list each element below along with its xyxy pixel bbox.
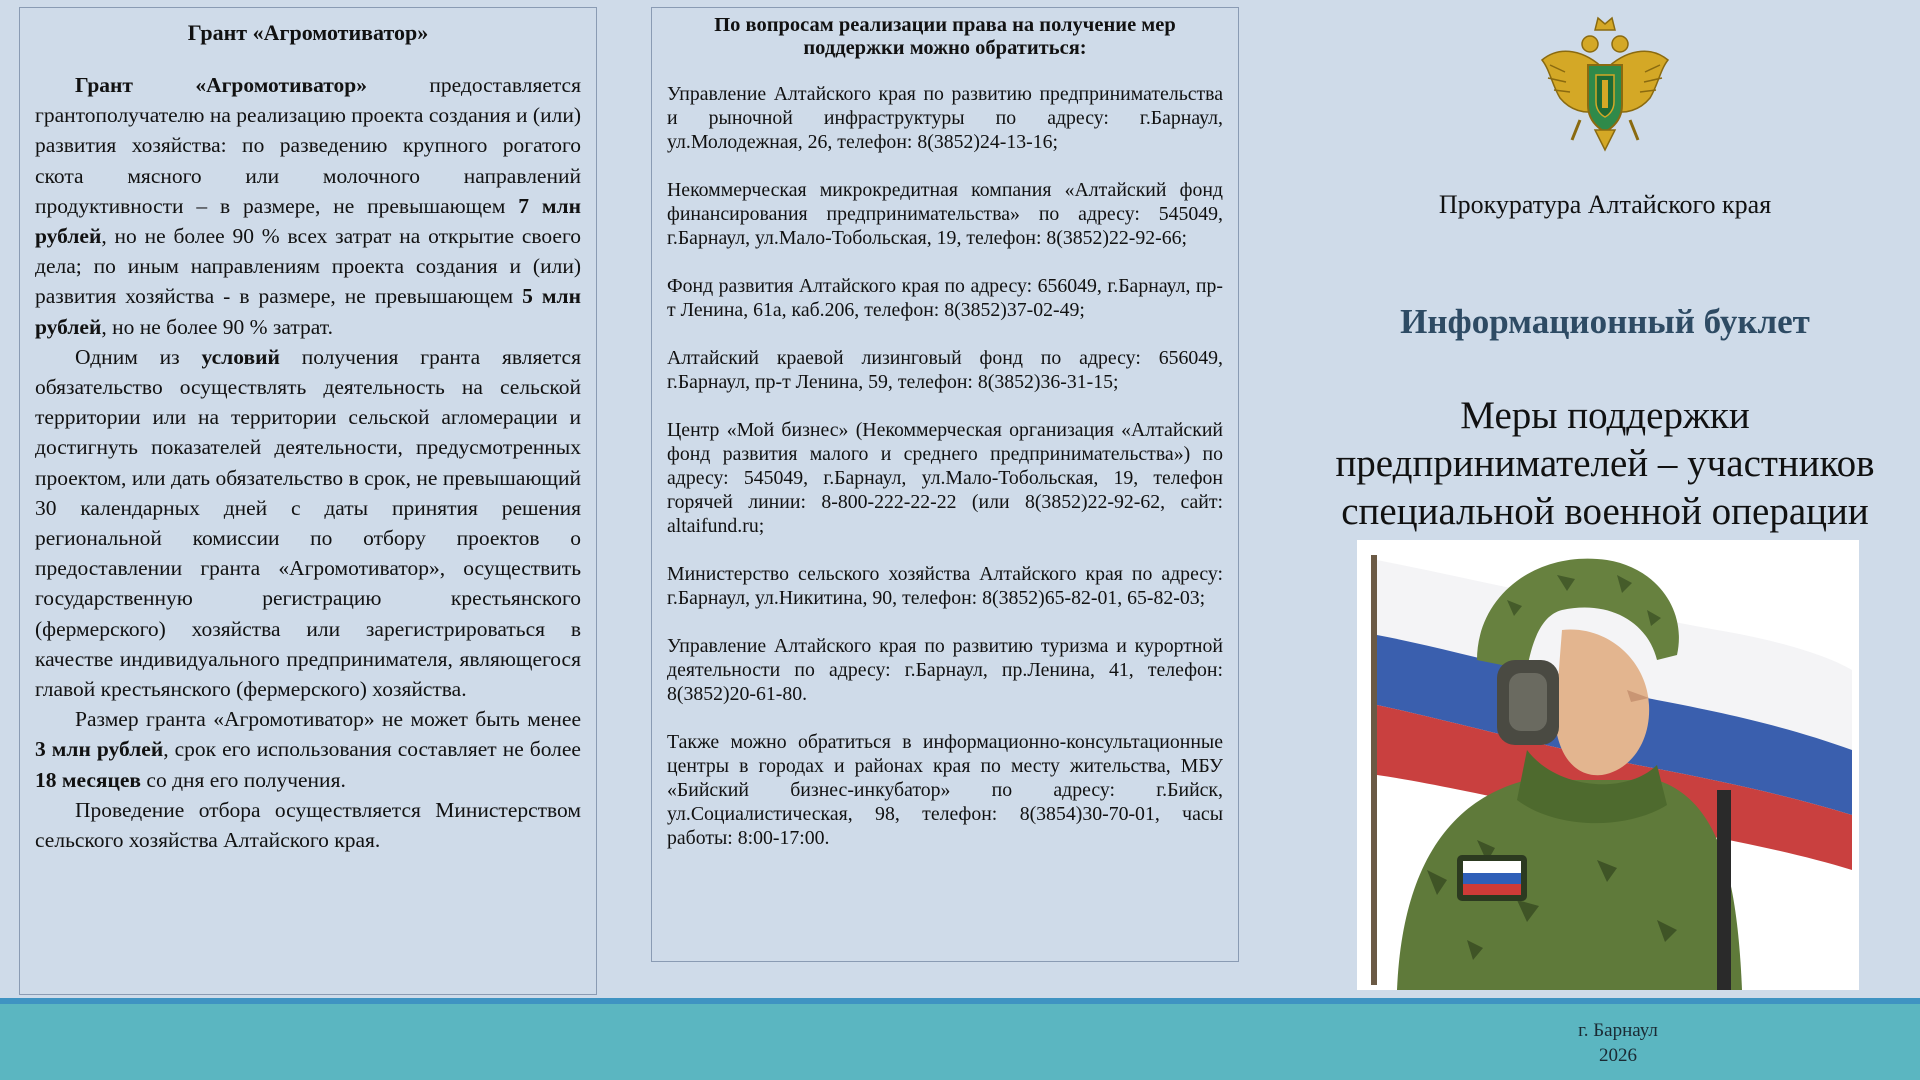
- grant-text-span: предоставляется грантополучателю на реализацию проекта создания и (или) развития хозяйства: по разведению крупного рогатого скота мясного или молочного направлений продуктивности – в размере, не превышающем: [35, 73, 581, 218]
- grant-paragraph-2: [35, 342, 581, 704]
- contacts-panel: [651, 7, 1239, 962]
- city-name: г. Барнаул: [1578, 1020, 1658, 1041]
- grant-text-span: со дня его получения.: [141, 767, 346, 792]
- contact-item: Центр «Мой бизнес» (Некоммерческая организация «Алтайский фонд развития малого и среднего предпринимательства») по адресу: 545049, г.Барнаул, ул.Мало-Тобольская, 19, телефон горячей линии: 8-800-222-22-22 (или 8(3852)22-92-62, сайт: altaifund.ru;: [667, 419, 1223, 537]
- grant-title: Грант «Агромотиватор»: [187, 20, 429, 45]
- contact-item: Также можно обратиться в информационно-консультационные центры в городах и районах края по месту жительства, МБУ «Бийский бизнес-инкубатор» по адресу: г.Бийск, ул.Социалистическая, 98, телефон: 8(3854)30-70-01, часы работы: 8:00-17:00.: [667, 731, 1223, 849]
- soldier-illustration: [1357, 540, 1859, 990]
- contact-item: Управление Алтайского края по развитию предпринимательства и рыночной инфраструктуры по адресу: г.Барнаул, ул.Молодежная, 26, телефон: 8(3852)24-13-16;: [667, 83, 1223, 153]
- grant-amount-5m: 5 млн рублей: [35, 284, 581, 339]
- org-name: Прокуратура Алтайского края: [1438, 190, 1772, 219]
- grant-name-bold: Грант «Агромотиватор»: [75, 73, 368, 97]
- grant-text-span: , срок его использования составляет не более: [163, 737, 581, 762]
- double-headed-eagle-emblem-icon: [1530, 10, 1680, 160]
- grant-text-span: Одним из: [75, 344, 202, 369]
- booklet-title: Информационный буклет: [1400, 302, 1810, 341]
- cover-panel: [1290, 0, 1920, 1000]
- contact-item: Некоммерческая микрокредитная компания «Алтайский фонд финансирования предпринимательства» по адресу: 545049, г.Барнаул, ул.Мало-Тобольская, 19, телефон: 8(3852)22-92-66;: [667, 179, 1223, 249]
- contact-item: Фонд развития Алтайского края по адресу: 656049, г.Барнаул, пр-т Ленина, 61а, каб.206, телефон: 8(3852)37-02-49;: [667, 275, 1223, 321]
- grant-paragraph-1: [35, 70, 581, 342]
- contacts-title: По вопросам реализации права на получение мер поддержки можно обратиться:: [714, 14, 1176, 59]
- contact-item: Алтайский краевой лизинговый фонд по адресу: 656049, г.Барнаул, пр-т Ленина, 59, телефон: 8(3852)36-31-15;: [667, 347, 1223, 393]
- grant-text-span: Размер гранта «Агромотиватор» не может быть менее: [75, 707, 581, 732]
- grant-text: [35, 70, 581, 855]
- contact-item: Министерство сельского хозяйства Алтайского края по адресу: г.Барнаул, ул.Никитина, 90, телефон: 8(3852)65-82-01, 65-82-03;: [667, 563, 1223, 609]
- grant-text-span: , но не более 90 % всех затрат на открытие своего дела; по иным направлениям проекта создания и (или) развития хозяйства - в размере, не превышающем: [35, 224, 581, 309]
- grant-amount-7m: 7 млн рублей: [35, 193, 581, 249]
- grant-text-span: , но не более 90 % затрат.: [101, 314, 333, 339]
- grant-panel: [19, 7, 597, 995]
- grant-term: 18 месяцев: [35, 767, 142, 792]
- grant-conditions-bold: условий: [201, 344, 280, 369]
- year: 2026: [1599, 1045, 1637, 1066]
- grant-paragraph-4: Проведение отбора осуществляется Министерством сельского хозяйства Алтайского края.: [35, 797, 581, 853]
- main-title: Меры поддержки предпринимателей – участников специальной военной операции: [1335, 394, 1875, 533]
- contact-item: Управление Алтайского края по развитию туризма и курортной деятельности по адресу: г.Барнаул, пр.Ленина, 41, телефон: 8(3852)20-61-80.: [667, 635, 1223, 705]
- grant-paragraph-3: [35, 704, 581, 795]
- footer-city-year: [1518, 1018, 1718, 1068]
- grant-min-amount: 3 млн рублей: [35, 737, 164, 762]
- grant-text-span: получения гранта является обязательство осуществлять деятельность на сельской территории или на территории сельской агломерации и достигнуть показателей деятельности, предусмотренных проектом, или дать обязательство в срок, не превышающий 30 календарных дней с даты принятия решения региональной комиссии по отбору проектов о предоставлении гранта «Агромотиватор», осуществить государственную регистрацию крестьянского (фермерского) хозяйства или зарегистрироваться в качестве индивидуального предпринимателя, являющегося главой крестьянского (фермерского) хозяйства.: [35, 344, 581, 702]
